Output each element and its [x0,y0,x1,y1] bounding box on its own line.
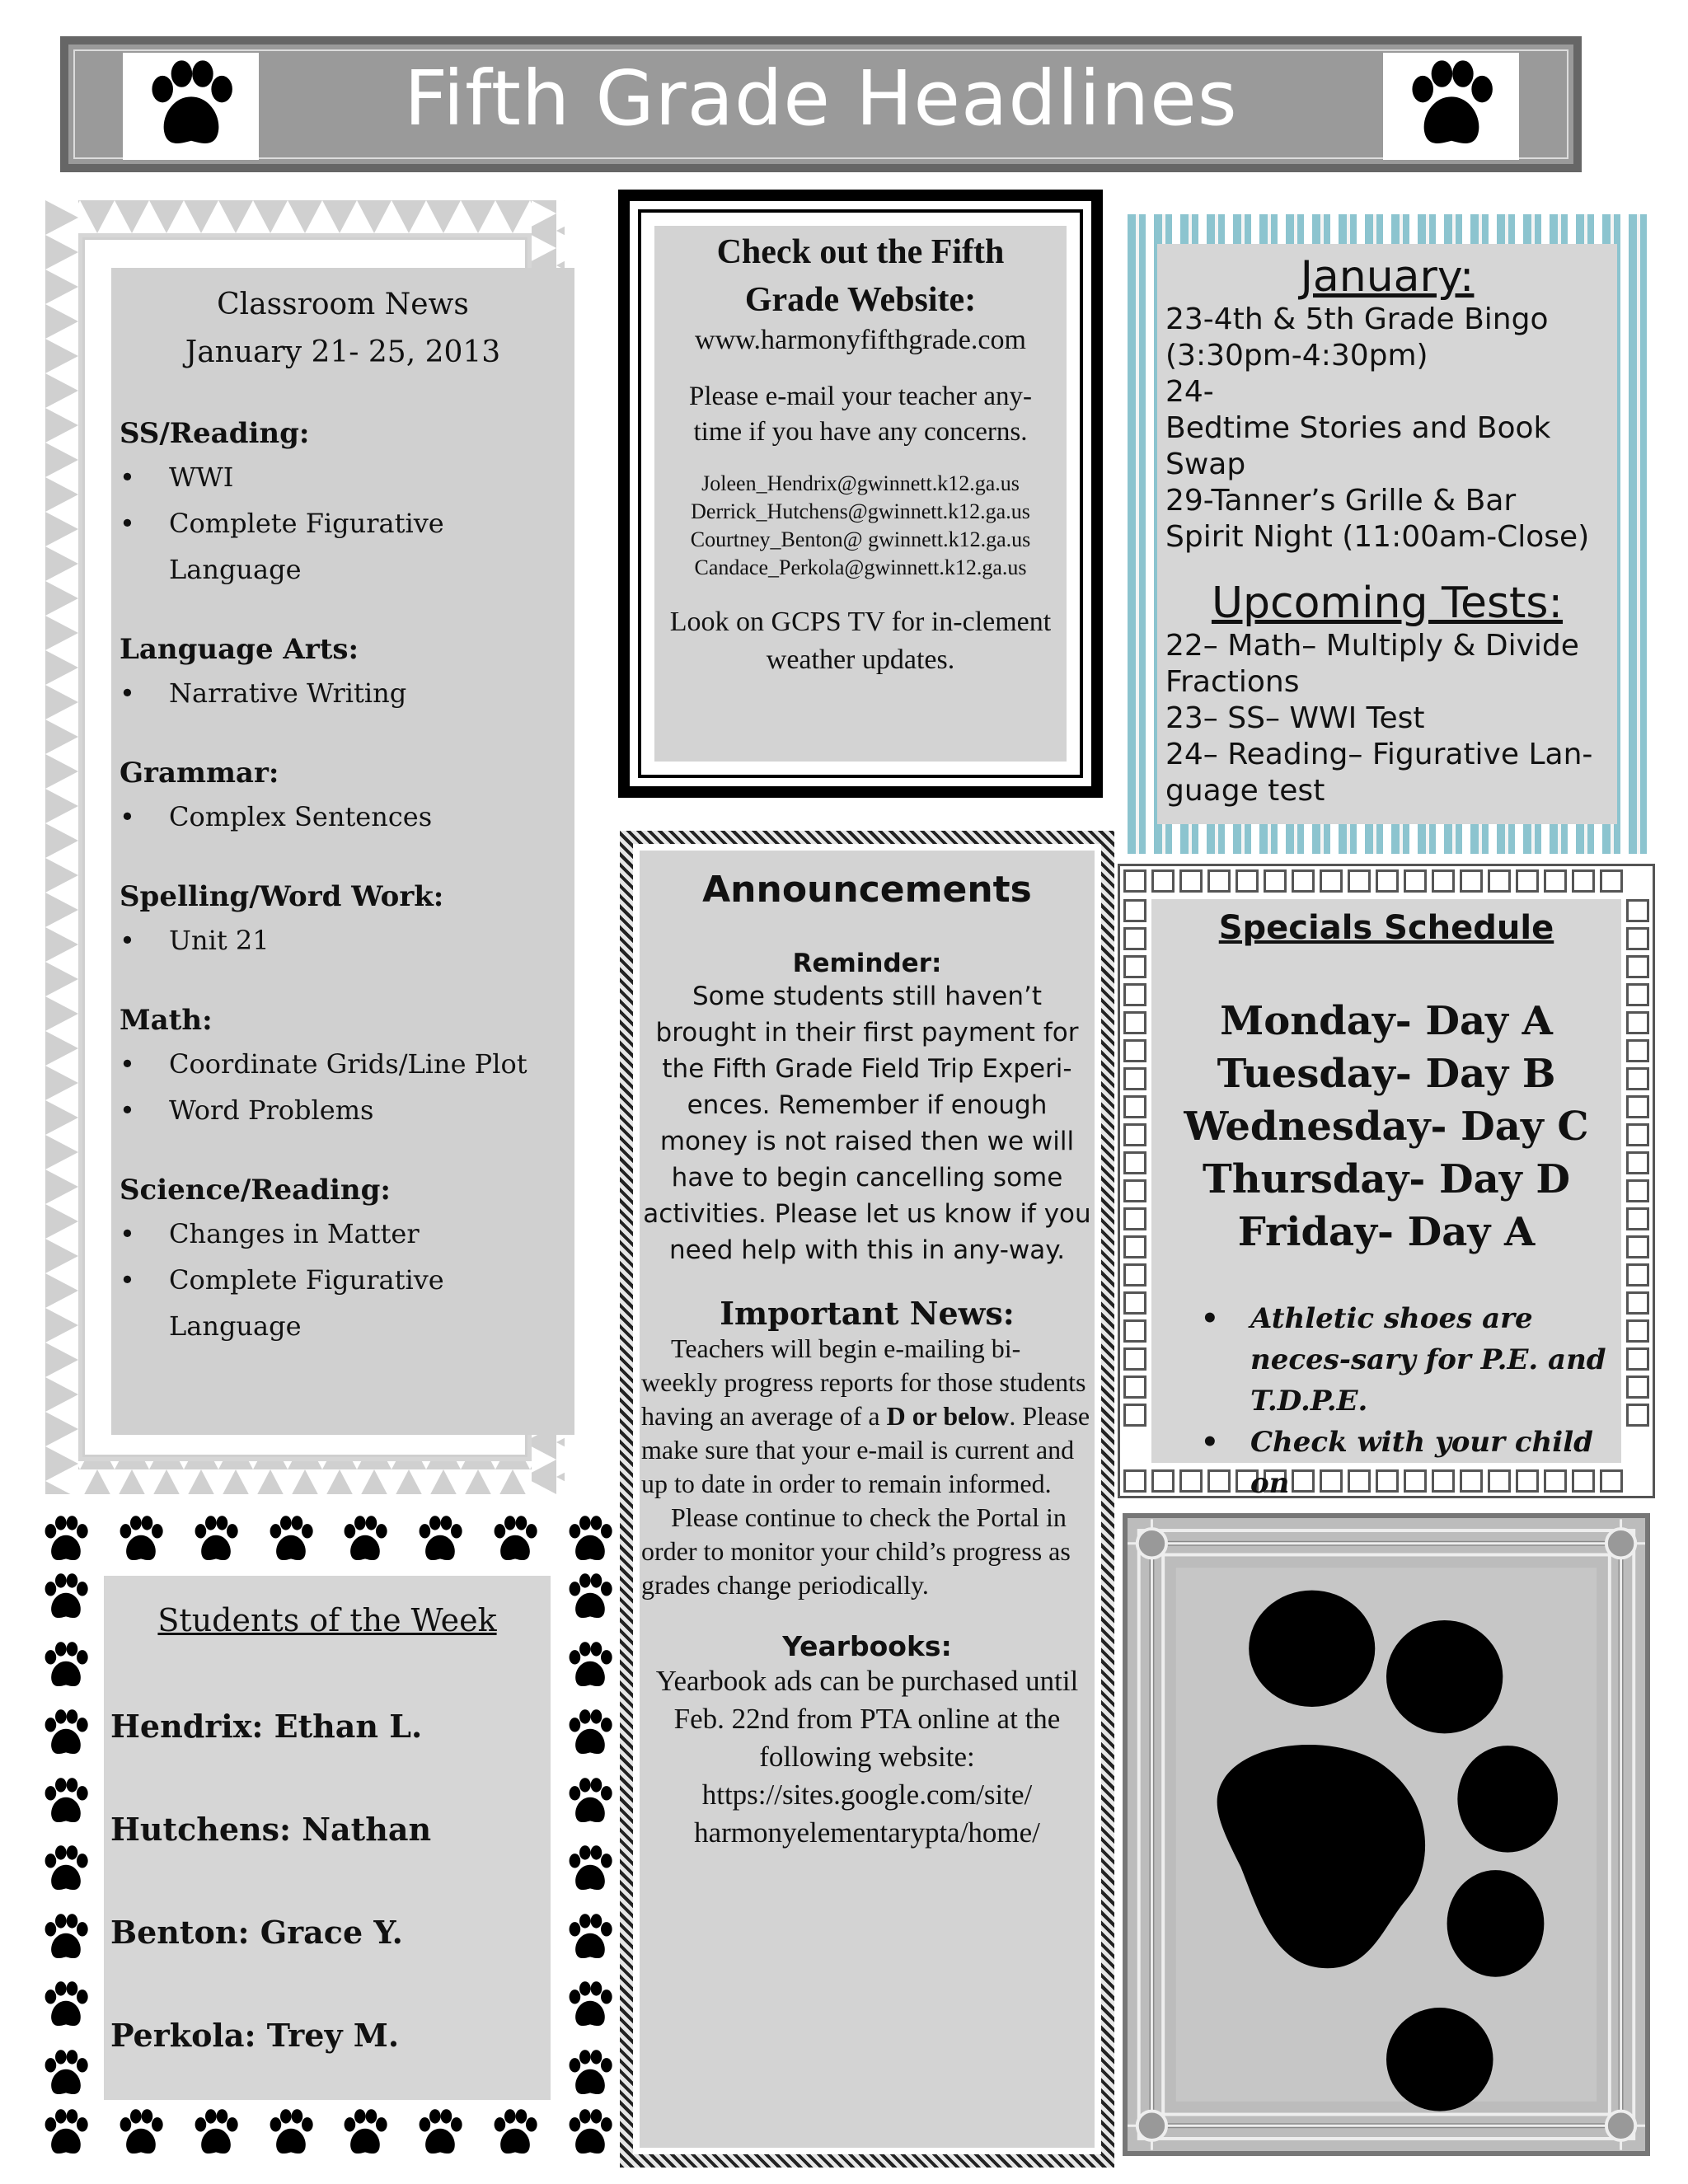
news-list-item: • Word Problems [120,1087,574,1133]
border-square [1123,955,1146,978]
border-square [1626,899,1649,922]
teacher-email-link[interactable]: Candace_Perkola@gwinnett.k12.ga.us [694,555,1027,579]
specials-note: • Check with your child on [1201,1422,1621,1504]
news-section [120,413,574,593]
important-text-c: Please continue to check the Portal in order to monitor your child’s progress as grades change periodically. [641,1502,1071,1600]
specials-note: • Athletic shoes are neces-sary for P.E. and T.D.P.E. [1201,1298,1621,1422]
paw-border-right [564,1572,617,2100]
specials-day: Thursday- Day D [1203,1156,1570,1202]
border-square [1626,927,1649,950]
yearbooks-text: Yearbook ads can be purchased until Feb. 22nd from PTA online at the following website: [655,1665,1079,1773]
news-section-heading: Science/Reading: [120,1174,391,1207]
teacher-email-list [654,470,1067,582]
paw-print-icon [40,1708,92,1760]
news-section [120,752,574,840]
news-panel [111,268,574,1435]
weather-note: Look on GCPS TV for in-clement weather updates. [669,607,1052,675]
border-square [1626,1011,1649,1034]
paw-print-icon [40,1515,92,1566]
border-square [1626,1067,1649,1090]
paw-print-icon [564,1980,617,2032]
border-square [1348,869,1371,893]
border-square [1123,1179,1146,1202]
teacher-email-link[interactable]: Courtney_Benton@ gwinnett.k12.ga.us [690,527,1031,551]
border-square [1626,1151,1649,1174]
announcements-panel [640,851,1095,2148]
student-row: Hutchens: Nathan [110,1811,432,1848]
square-border-right [1626,899,1649,1427]
events-panel [1157,244,1617,824]
border-square [1626,1291,1649,1315]
students-panel [104,1576,551,2100]
specials-title: Specials Schedule [1218,909,1554,947]
paw-print-icon [190,1515,242,1566]
specials-day: Monday- Day A [1220,998,1553,1044]
paw-print-icon [564,1844,617,1896]
border-square [1123,1067,1146,1090]
reminder-text: Some students still haven’t brought in their first payment for the Fifth Grade Field Trip Experi-ences. Remember if enough money is not raised then we will have to begin cancelling some activities. Please let us know if you need help with this in any-way. [643,982,1091,1265]
news-list-item: • WWI [120,454,574,500]
specials-panel [1151,899,1621,1500]
test-line: 22– Math– Multiply & Divide [1165,629,1579,663]
paw-print-icon [265,1515,317,1566]
border-square [1123,1404,1146,1427]
border-square [1600,869,1623,893]
news-section [120,1169,574,1349]
news-section-list [120,1041,574,1133]
news-title: Classroom News [217,288,469,321]
event-line: Swap [1165,448,1246,481]
yearbooks-heading: Yearbooks: [782,1630,952,1662]
border-square [1626,1263,1649,1286]
paw-print-icon [564,1708,617,1760]
border-square [1626,1376,1649,1399]
news-section-heading: Language Arts: [120,633,359,666]
paw-print-icon [339,1515,392,1566]
border-square [1626,1039,1649,1062]
test-line: 24– Reading– Figurative Lan- [1165,738,1593,771]
border-square [1123,1011,1146,1034]
yearbook-url-line2[interactable]: harmonyelementarypta/home/ [694,1816,1040,1849]
border-square [1179,869,1203,893]
event-line: 24- [1165,375,1214,409]
paw-print-icon [339,2108,392,2159]
website-url-link[interactable]: www.harmonyfifthgrade.com [695,325,1026,355]
event-line: 29-Tanner’s Grille & Bar [1165,484,1517,518]
classroom-news-box [45,200,565,1494]
border-square [1123,869,1146,893]
event-line: 23-4th & 5th Grade Bingo [1165,302,1549,336]
border-square [1123,1291,1146,1315]
specials-notes [1201,1298,1621,1504]
border-square [1123,1039,1146,1062]
border-square [1572,869,1595,893]
paw-print-artwork [1123,1513,1650,2156]
border-square [1123,1319,1146,1343]
specials-day: Tuesday- Day B [1217,1051,1556,1097]
news-list-item: • Complex Sentences [120,794,574,840]
news-section-heading: SS/Reading: [120,417,310,450]
event-line: (3:30pm-4:30pm) [1165,339,1428,373]
paw-print-icon [40,2108,92,2159]
news-section-list [120,670,574,716]
event-line: Bedtime Stories and Book [1165,411,1551,445]
border-square [1626,1347,1649,1371]
paw-print-icon [489,1515,542,1566]
border-square [1626,1319,1649,1343]
specials-day: Wednesday- Day C [1184,1104,1589,1150]
specials-day: Friday- Day A [1237,1209,1536,1255]
website-box [618,190,1103,798]
important-text-bold: D or below [886,1401,1010,1431]
border-square [1123,1469,1146,1493]
paw-print-icon [414,1515,467,1566]
news-list-item: • Coordinate Grids/Line Plot [120,1041,574,1087]
border-square [1123,1263,1146,1286]
border-square [1488,869,1511,893]
paw-print-icon [564,1572,617,1624]
news-section-heading: Spelling/Word Work: [120,880,444,913]
events-title: January: [1300,252,1475,302]
news-list-item: • Narrative Writing [120,670,574,716]
teacher-email-link[interactable]: Joleen_Hendrix@gwinnett.k12.ga.us [701,471,1020,495]
border-square [1320,869,1343,893]
news-sections [111,413,574,1349]
newsletter-header [60,36,1582,172]
paw-print-icon [564,2049,617,2100]
border-square [1123,1151,1146,1174]
email-note: Please e-mail your teacher any-time if you have any concerns. [689,382,1032,447]
test-line: Fractions [1165,665,1300,699]
news-section-list [120,917,574,963]
paw-print-icon [40,1777,92,1828]
paw-print-icon [564,2108,617,2159]
border-square [1123,927,1146,950]
paw-border-top [40,1515,617,1566]
test-line: 23– SS– WWI Test [1165,701,1425,735]
border-square [1123,1347,1146,1371]
important-text-b: . Please make sure that your e-mail is current and up to date in order to remain informed. [641,1401,1090,1498]
news-list-item: • Complete Figurative Language [120,500,574,593]
square-border-left [1123,899,1146,1427]
paw-print-icon [40,1572,92,1624]
website-title-line2: Grade Website: [744,281,977,319]
border-square [1123,1235,1146,1258]
paw-print-icon [489,2108,542,2159]
students-title: Students of the Week [157,1602,497,1638]
border-square [1626,983,1649,1006]
border-square [1376,869,1399,893]
paw-print-icon [564,1515,617,1566]
news-section [120,629,574,716]
paw-print-icon [564,1641,617,1692]
border-square [1626,1235,1649,1258]
border-square [1123,899,1146,922]
news-section-list [120,454,574,593]
news-section [120,876,574,963]
border-square [1460,869,1483,893]
border-square [1544,869,1567,893]
border-square [1292,869,1315,893]
website-panel [654,226,1067,762]
tests-list [1165,628,1609,809]
news-dates: January 21- 25, 2013 [185,335,501,369]
news-section-list [120,1211,574,1349]
paw-print-icon-right [1402,59,1501,154]
border-square [1151,1469,1175,1493]
paw-print-icon [564,1777,617,1828]
teacher-email-link[interactable]: Derrick_Hutchens@gwinnett.k12.ga.us [691,499,1030,523]
yearbook-url-line1[interactable]: https://sites.google.com/site/ [701,1779,1033,1811]
border-square [1626,1404,1649,1427]
border-square [1264,869,1287,893]
square-border-top [1123,869,1623,893]
paw-print-icon [414,2108,467,2159]
border-square [1123,983,1146,1006]
specials-schedule-box [1118,864,1655,1498]
paw-print-icon [190,2108,242,2159]
border-square [1123,1376,1146,1399]
reminder-heading: Reminder: [792,949,942,978]
news-section-list [120,794,574,840]
news-list-item: • Changes in Matter [120,1211,574,1257]
border-square [1626,1095,1649,1118]
test-line: guage test [1165,774,1325,808]
border-square [1626,955,1649,978]
border-square [1432,869,1455,893]
events-list [1165,302,1609,555]
important-text-a: Teachers will begin e-mailing bi-weekly progress reports for those students having an average of a [641,1333,1086,1431]
border-square [1179,1469,1203,1493]
announcements-title: Announcements [702,869,1032,911]
newsletter-title: Fifth Grade Headlines [404,54,1238,143]
border-square [1207,869,1231,893]
student-row: Benton: Grace Y. [110,1914,403,1951]
important-news-text [640,1332,1095,1501]
paw-print-icon [265,2108,317,2159]
news-section-heading: Math: [120,1004,213,1037]
announcements-box [620,831,1114,2168]
border-square [1151,869,1175,893]
website-title-line1: Check out the Fifth [716,233,1005,271]
specials-days [1151,995,1621,1258]
border-square [1123,1207,1146,1230]
border-square [1516,869,1539,893]
border-square [1123,1123,1146,1146]
event-line: Spirit Night (11:00am-Close) [1165,520,1590,554]
border-square [1236,869,1259,893]
student-row: Perkola: Trey M. [110,2017,400,2054]
news-section-heading: Grammar: [120,757,279,790]
important-news-heading: Important News: [720,1295,1015,1332]
border-square [1626,1179,1649,1202]
paw-print-icon [40,1913,92,1964]
news-list-item: • Complete Figurative Language [120,1257,574,1349]
paw-print-icon [564,1913,617,1964]
events-box [1128,214,1647,854]
paw-print-icon [115,1515,167,1566]
border-square [1404,869,1427,893]
news-section [120,1000,574,1133]
border-square [1626,1207,1649,1230]
paw-print-icon [40,1641,92,1692]
paw-print-icon [1383,53,1519,160]
border-square [1626,1123,1649,1146]
student-row: Hendrix: Ethan L. [110,1708,423,1745]
border-square [1123,1095,1146,1118]
paw-print-icon [40,1844,92,1896]
paw-print-icon [40,1980,92,2032]
large-paw-print-icon [1128,1518,1645,2151]
upcoming-tests-title: Upcoming Tests: [1211,579,1564,628]
paw-border-left [40,1572,92,2100]
paw-print-icon [115,2108,167,2159]
news-list-item: • Unit 21 [120,917,574,963]
paw-border-bottom [40,2108,617,2159]
paw-print-icon [40,2049,92,2100]
students-of-the-week-box [40,1515,617,2159]
